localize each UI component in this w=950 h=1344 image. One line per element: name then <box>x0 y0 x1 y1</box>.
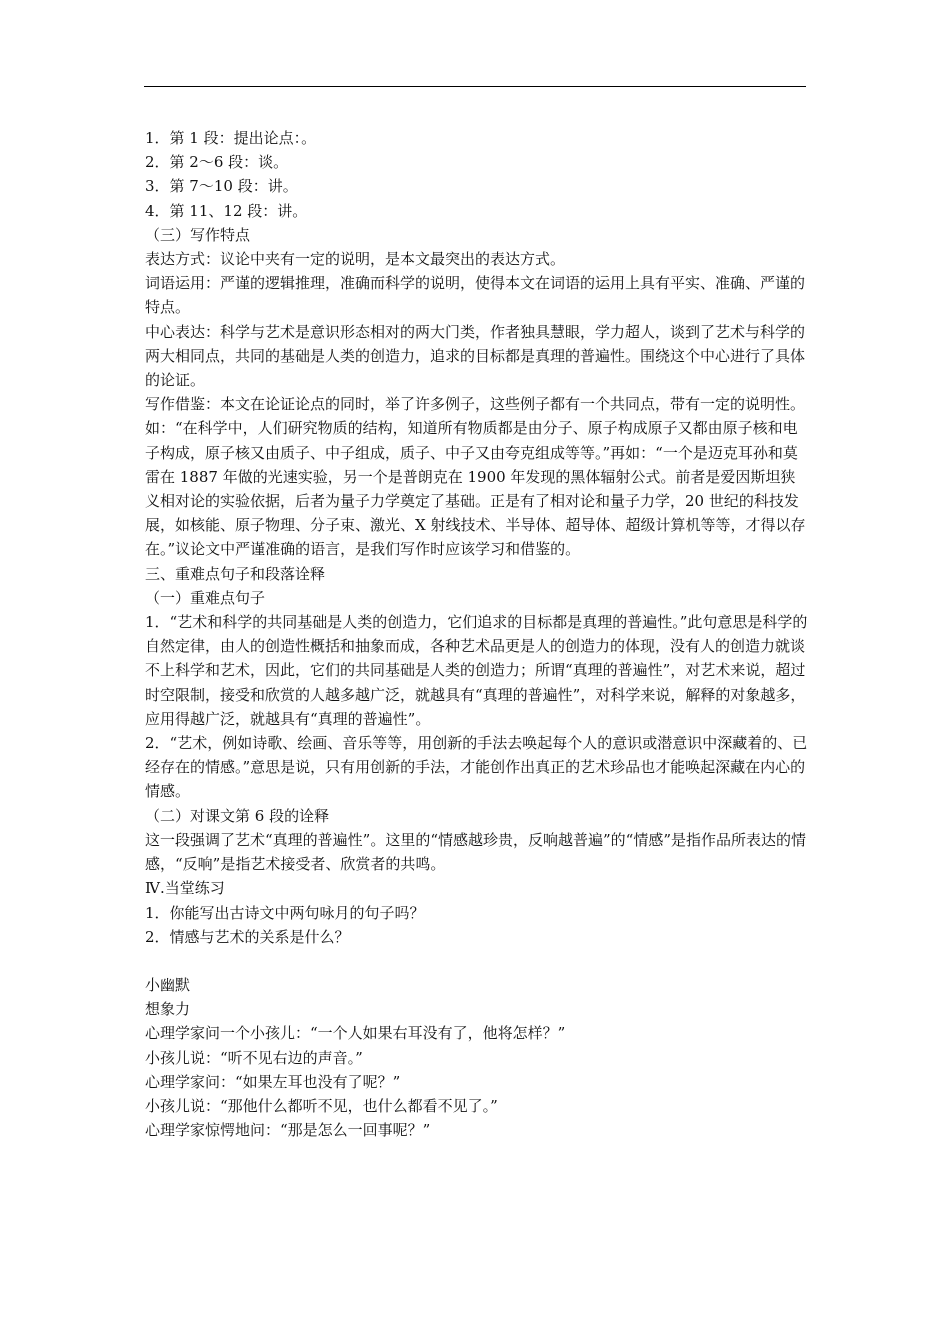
paragraph-word-usage: 词语运用：严谨的逻辑推理，准确而科学的说明，使得本文在词语的运用上具有平实、准确、严谨的特点。 <box>145 274 806 317</box>
header-rule <box>144 86 806 87</box>
paragraph-central-idea: 中心表达：科学与艺术是意识形态相对的两大门类，作者独具慧眼，学力超人，谈到了艺术与科学的两大相同点，共同的基础是人类的创造力，追求的目标都是真理的普遍性。围绕这个中心进行了具体的论证。 <box>145 322 806 390</box>
outline-item-1: 1．第 1 段：提出论点：。 <box>145 129 317 147</box>
key-sentence-1: 1．“艺术和科学的共同基础是人类的创造力，它们追求的目标都是真理的普遍性。”此句意思是科学的自然定律，由人的创造性概括和抽象而成，各种艺术品更是人的创造力的体现，没有人的创造力就谈不上科学和艺术，因此，它们的共同基础是人类的创造力；所谓“真理的普遍性”，对艺术来说，超过时空限制，接受和欣赏的人越多越广泛，就越具有“真理的普遍性”，对科学来说，解释的对象越多，应用得越广泛，就越具有“真理的普遍性”。 <box>145 613 808 728</box>
outline-item-3: 3．第 7～10 段：讲。 <box>145 177 298 196</box>
dialogue-line-2: 小孩儿说：“听不见右边的声音。” <box>145 1048 363 1067</box>
exercise-2: 2．情感与艺术的关系是什么？ <box>145 927 350 946</box>
paragraph-writing-reference: 写作借鉴：本文在论证论点的同时，举了许多例子，这些例子都有一个共同点，带有一定的说明性。如：“在科学中，人们研究物质的结构，知道所有物质都是由分子、原子构成原子又都由原子核和电子构成，原子核又由质子、中子组成，质子、中子又由夸克组成等等。”再如：“一个是迈克耳孙和莫雷在 1887 年做的光速实验，另一个是普朗克在 1900 年发现的黑体辐射公式。前者是爱因斯坦狭义相对论的实验依据，后者为量子力学奠定了基础。正是有了相对论和量子力学，20 世纪的科技发展，如核能、原子物理、分子束、激光、X 射线技术、半导体、超导体、超级计算机等等，才得以存在。”议论文中严谨准确的语言，是我们写作时应该学习和借鉴的。 <box>145 395 806 559</box>
humor-title: 想象力 <box>145 1000 191 1019</box>
outline-item-2: 2．第 2～6 段：谈。 <box>145 153 289 172</box>
dialogue-line-4: 小孩儿说：“那他什么都听不见，也什么都看不见了。” <box>145 1096 498 1115</box>
document-body <box>145 126 809 1142</box>
subheading-key-sentences: （一）重难点句子 <box>145 588 266 607</box>
humor-heading: 小幽默 <box>145 975 191 994</box>
paragraph-6-explanation: 这一段强调了艺术“真理的普遍性”。这里的“情感越珍贵，反响越普遍”的“情感”是指作品所表达的情感，“反响”是指艺术接受者、欣赏者的共鸣。 <box>145 830 807 874</box>
dialogue-line-3: 心理学家问：“如果左耳也没有了呢？” <box>145 1072 401 1091</box>
key-sentence-2: 2．“艺术，例如诗歌、绘画、音乐等等，用创新的手法去唤起每个人的意识或潜意识中深藏着的、已经存在的情感。”意思是说，只有用创新的手法，才能创作出真正的艺术珍品也才能唤起深藏在内心的情感。 <box>145 734 808 801</box>
section-heading-exercises: Ⅳ.当堂练习 <box>145 879 225 898</box>
subheading-paragraph-6: （二）对课文第 6 段的诠释 <box>145 806 330 825</box>
blank-line <box>145 949 809 973</box>
exercise-1: 1．你能写出古诗文中两句咏月的句子吗？ <box>145 903 425 922</box>
section-heading-key-sentences: 三、重难点句子和段落诠释 <box>145 564 326 583</box>
dialogue-line-5: 心理学家惊愕地问：“那是怎么一回事呢？” <box>145 1121 431 1140</box>
section-heading-writing-features: （三）写作特点 <box>145 225 251 244</box>
paragraph-expression-mode: 表达方式：议论中夹有一定的说明，是本文最突出的表达方式。 <box>145 250 566 269</box>
dialogue-line-1: 心理学家问一个小孩儿：“一个人如果右耳没有了，他将怎样？” <box>145 1024 566 1043</box>
outline-item-4: 4．第 11、12 段：讲。 <box>145 201 308 220</box>
